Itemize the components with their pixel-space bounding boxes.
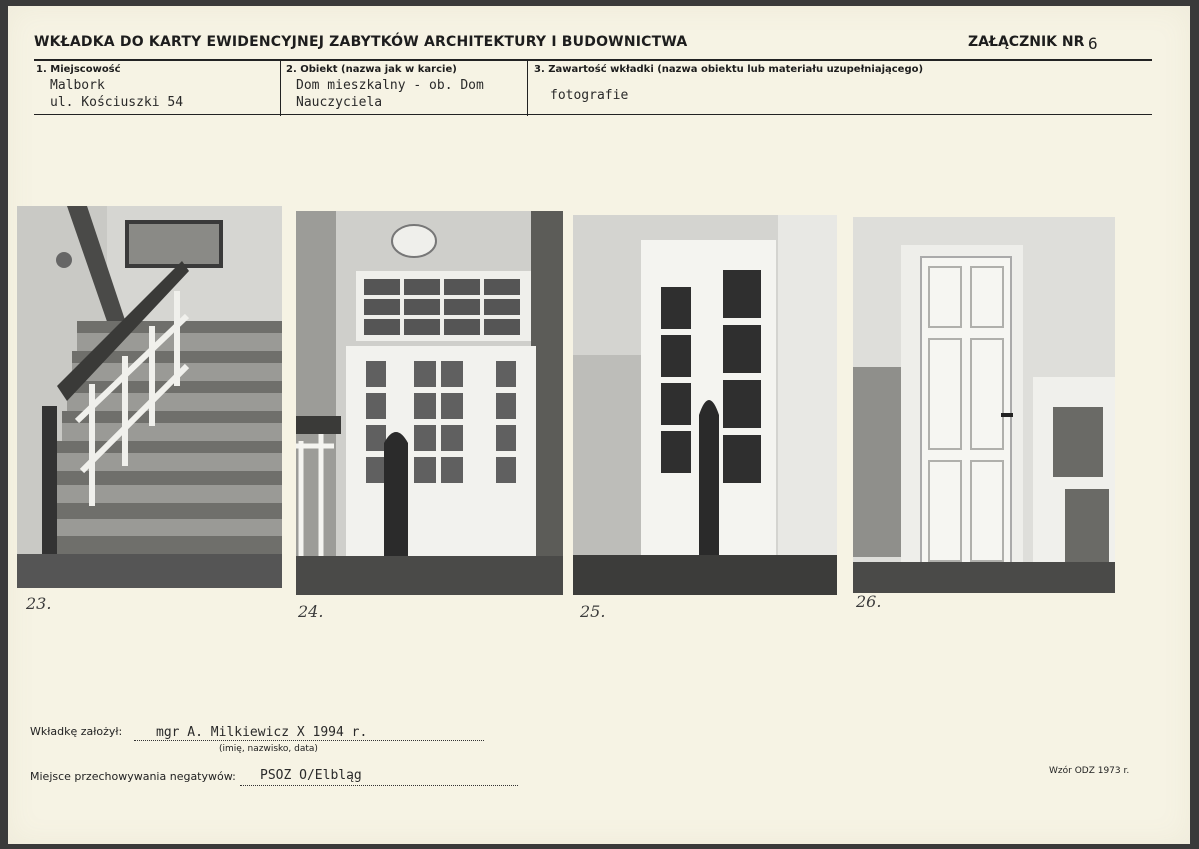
annex-number: 6: [1088, 34, 1098, 53]
storage-value: PSOZ O/Elbląg: [260, 768, 362, 783]
fields-rule: [34, 114, 1152, 115]
storage-dotted-line: [240, 785, 518, 786]
header-rule: [34, 59, 1152, 61]
record-insert-sheet: [8, 6, 1190, 844]
object-label: 2. Obiekt (nazwa jak w karcie): [286, 64, 457, 75]
column-divider: [527, 61, 528, 116]
object-line-2: Nauczyciela: [296, 95, 383, 110]
sheet-title: WKŁADKA DO KARTY EWIDENCYJNEJ ZABYTKÓW ARCHITEKTURY I BUDOWNICTWA: [34, 34, 688, 50]
locality-label: 1. Miejscowość: [36, 64, 121, 75]
author-value: mgr A. Milkiewicz X 1994 r.: [156, 725, 368, 740]
photo-number: 25.: [580, 602, 606, 621]
photo-number: 24.: [298, 602, 324, 621]
object-line-1: Dom mieszkalny - ob. Dom: [296, 78, 484, 93]
contents-label: 3. Zawartość wkładki (nazwa obiektu lub materiału uzupełniającego): [534, 64, 924, 75]
author-dotted-line: [134, 740, 484, 741]
photo-double-door: [573, 215, 837, 595]
column-divider: [280, 61, 281, 116]
author-hint: (imię, nazwisko, data): [219, 744, 318, 754]
photo-number: 26.: [856, 592, 882, 611]
template-note: Wzór ODZ 1973 r.: [1049, 766, 1130, 776]
locality-line-1: Malbork: [50, 78, 105, 93]
locality-line-2: ul. Kościuszki 54: [50, 95, 184, 110]
photo-panelled-door: [853, 217, 1115, 593]
photo-staircase: [17, 206, 282, 588]
author-label: Wkładkę założył:: [30, 725, 123, 738]
contents-value: fotografie: [550, 88, 629, 103]
photo-entrance-door: [296, 211, 563, 595]
photo-number: 23.: [26, 594, 52, 613]
annex-label: ZAŁĄCZNIK NR: [968, 34, 1085, 50]
storage-label: Miejsce przechowywania negatywów:: [30, 770, 236, 783]
